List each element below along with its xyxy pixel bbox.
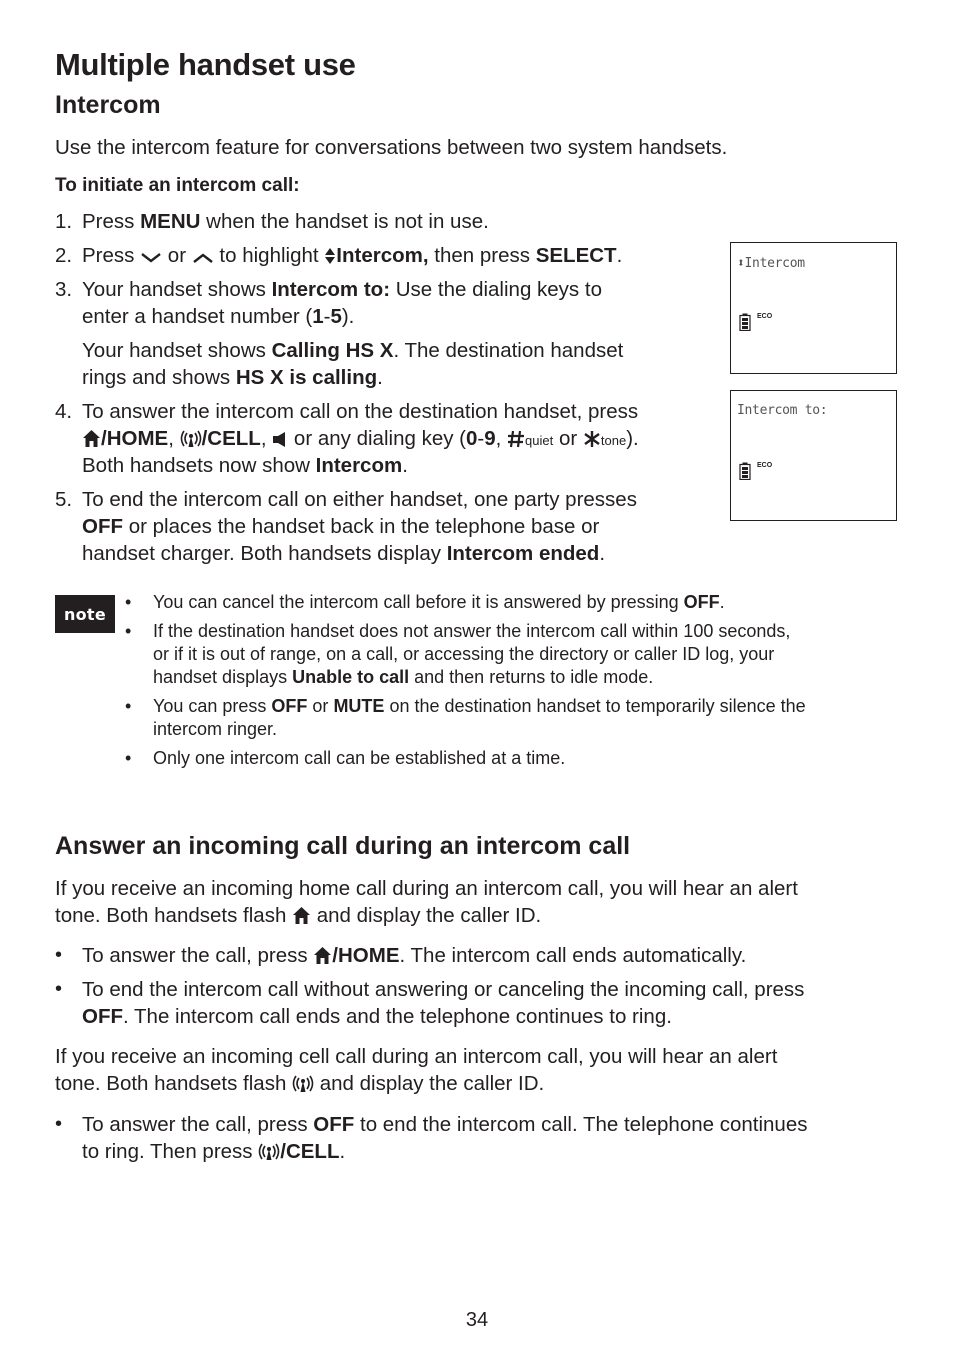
step-text-line: handset charger. Both handsets display Intercom ended. <box>82 542 606 565</box>
paragraph-line: If you receive an incoming cell call during an intercom call, you will hear an alert <box>55 1045 778 1068</box>
bullet-text-line: to ring. Then press /CELL. <box>82 1140 346 1163</box>
home-icon <box>292 906 311 925</box>
step-text-line: To end the intercom call on either handset, one party presses <box>82 488 637 511</box>
chevron-down-icon <box>140 251 162 265</box>
step-text-line: rings and shows HS X is calling. <box>82 366 383 389</box>
note-item <box>0 747 954 771</box>
note-item <box>0 695 954 741</box>
note-text-line: handset displays Unable to call and then returns to idle mode. <box>153 667 654 687</box>
eco-indicator: ECO <box>757 313 773 320</box>
bullet: • <box>125 592 132 612</box>
battery-icon <box>739 313 751 336</box>
step-number: 5. <box>55 488 73 511</box>
screen-text: Intercom to: <box>737 403 828 418</box>
section-heading-answer: Answer an incoming call during an intercom call <box>55 832 631 860</box>
note-text-line: You can press OFF or MUTE on the destination handset to temporarily silence the <box>153 696 806 716</box>
step-1 <box>0 208 954 235</box>
step-text-line: Your handset shows Calling HS X. The destination handset <box>82 339 624 362</box>
battery-icon <box>739 462 751 485</box>
step-text-line: Your handset shows Intercom to: Use the dialing keys to <box>82 278 602 301</box>
answer-paragraph-cell <box>55 1043 915 1097</box>
bullet-text-line: To end the intercom call without answering or canceling the incoming call, press <box>82 978 805 1001</box>
bullet-text-line: To answer the call, press OFF to end the intercom call. The telephone continues <box>82 1113 808 1136</box>
bullet: • <box>55 944 63 966</box>
handset-screen-intercom-to <box>730 390 897 521</box>
note-text-line: intercom ringer. <box>153 719 278 739</box>
note-text: Only one intercom call can be established at a time. <box>153 748 566 768</box>
speaker-icon <box>272 431 288 448</box>
bullet-text: To answer the call, press /HOME. The intercom call ends automatically. <box>82 944 747 967</box>
step-text-line: Both handsets now show Intercom. <box>82 454 408 477</box>
chevron-up-icon <box>192 251 214 265</box>
step-4 <box>0 398 720 483</box>
up-down-arrow-icon <box>324 247 336 265</box>
step-5 <box>0 486 720 571</box>
section-heading-intercom: Intercom <box>55 91 161 119</box>
bullet: • <box>55 1113 63 1135</box>
note-text: You can cancel the intercom call before it is answered by pressing OFF. <box>153 592 725 612</box>
step-text-line: OFF or places the handset back in the telephone base or <box>82 515 600 538</box>
step-text: Press or to highlight Intercom, then press SELECT. <box>82 244 623 267</box>
screen-text: ⬍Intercom <box>737 256 805 271</box>
step-number: 1. <box>55 210 73 233</box>
up-down-arrow-icon: ⬍ <box>737 256 745 271</box>
bullet-text-line: OFF. The intercom call ends and the telephone continues to ring. <box>82 1005 672 1028</box>
step-number: 4. <box>55 400 73 423</box>
step-text: Press MENU when the handset is not in use. <box>82 210 489 233</box>
answer-paragraph-home <box>55 875 915 929</box>
answer-bullet <box>0 1111 954 1167</box>
answer-bullet <box>0 942 954 969</box>
paragraph-line: tone. Both handsets flash and display the caller ID. <box>55 1072 545 1095</box>
step-number: 3. <box>55 278 73 301</box>
quiet-label: quiet <box>525 433 554 448</box>
cell-signal-icon <box>258 1142 280 1161</box>
cell-signal-icon <box>292 1074 314 1093</box>
intercom-intro: Use the intercom feature for conversations between two system handsets. <box>55 136 728 159</box>
hash-key-icon <box>507 430 525 448</box>
intercom-sub-heading: To initiate an intercom call: <box>55 175 300 196</box>
paragraph-line: tone. Both handsets flash and display the caller ID. <box>55 904 542 927</box>
page-title: Multiple handset use <box>55 47 356 82</box>
page-number: 34 <box>465 1309 489 1331</box>
bullet: • <box>125 696 132 716</box>
step-text-line: enter a handset number (1-5). <box>82 305 355 328</box>
home-icon <box>82 429 101 448</box>
note-item <box>0 591 954 615</box>
note-badge: note <box>55 595 115 633</box>
note-text-line: If the destination handset does not answer the intercom call within 100 seconds, <box>153 621 791 641</box>
step-2 <box>0 242 720 269</box>
note-text-line: or if it is out of range, on a call, or accessing the directory or caller ID log, your <box>153 644 775 664</box>
eco-indicator: ECO <box>757 462 773 469</box>
step-text-line: /HOME, /CELL, or any dialing key (0-9, quiet or tone). <box>82 425 639 454</box>
home-icon <box>313 946 332 965</box>
answer-bullet <box>0 976 954 1032</box>
bullet: • <box>55 978 63 1000</box>
bullet: • <box>125 748 132 768</box>
bullet: • <box>125 621 132 641</box>
cell-signal-icon <box>180 429 202 448</box>
step-number: 2. <box>55 244 73 267</box>
handset-screen-intercom <box>730 242 897 374</box>
tone-label: tone <box>600 433 627 448</box>
paragraph-line: If you receive an incoming home call during an intercom call, you will hear an alert <box>55 877 798 900</box>
step-3 <box>0 276 720 396</box>
star-key-icon <box>583 430 601 448</box>
note-item <box>0 620 954 690</box>
step-text-line: To answer the intercom call on the destination handset, press <box>82 400 639 423</box>
